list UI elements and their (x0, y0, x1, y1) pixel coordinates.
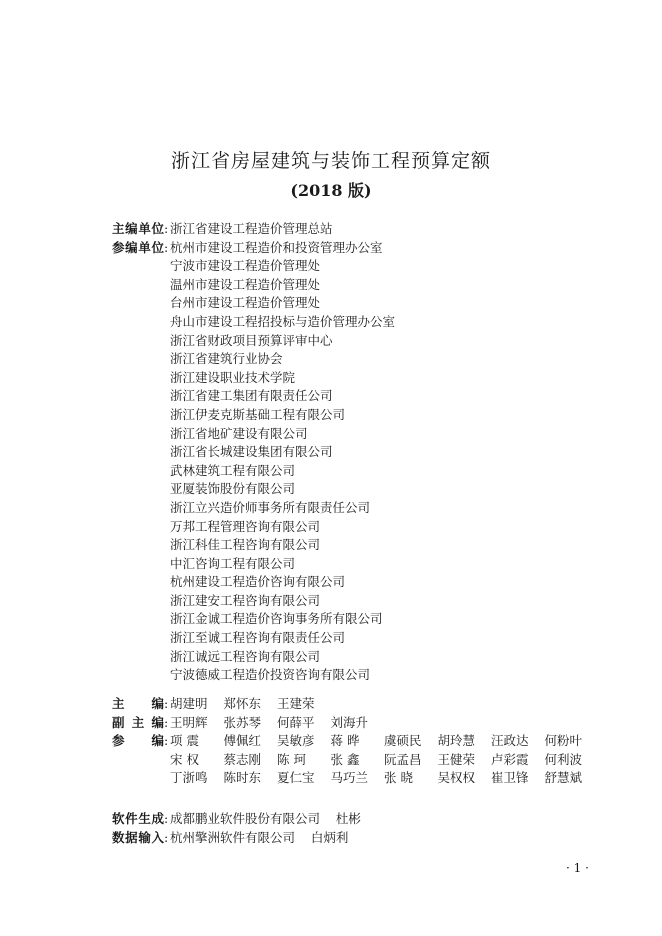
software-label: 软件生成 (112, 811, 164, 826)
unit-item: 武林建筑工程有限公司 (170, 462, 296, 478)
contributor-name: 蒋 晔 (330, 733, 360, 749)
data-input-value: 杭州擎洲软件有限公司 白炳利 (170, 829, 349, 845)
chief-unit-row: 主编单位 : 浙江省建设工程造价管理总站 (112, 220, 395, 239)
editor-name: 王明辉 (170, 714, 208, 730)
unit-item: 浙江建安工程咨询有限公司 (170, 592, 321, 608)
unit-item: 舟山市建设工程招投标与造价管理办公室 (170, 313, 396, 329)
contributor-name: 项 震 (170, 733, 199, 749)
contributor-name: 夏仁宝 (277, 770, 315, 786)
contributors-grid (170, 732, 598, 788)
unit-item: 浙江省财政项目预算评审中心 (170, 332, 333, 348)
page-number: · 1 · (566, 861, 589, 875)
participating-units-label: 参编单位 (112, 239, 164, 255)
contributor-name: 胡玲慧 (437, 733, 476, 749)
contributor-name: 陈时东 (223, 770, 262, 786)
contributors-label: 参编 (112, 733, 164, 749)
unit-item: 中汇咨询工程有限公司 (170, 555, 296, 571)
unit-item: 浙江建设职业技术学院 (170, 369, 296, 385)
unit-item: 宁波德威工程造价投资咨询有限公司 (170, 667, 371, 683)
contributor-name: 吴权权 (437, 770, 476, 786)
software-value: 成都鹏业软件股份有限公司 杜彬 (170, 811, 361, 826)
contributor-name: 何利波 (544, 751, 583, 767)
unit-item: 杭州建设工程造价咨询有限公司 (170, 574, 346, 590)
software-row: 软件生成 : 成都鹏业软件股份有限公司 杜彬 (112, 810, 361, 829)
contributor-name: 何粉叶 (544, 733, 583, 749)
contributor-name: 卢彩霞 (491, 751, 529, 767)
edition-label: (2018 版) (290, 181, 372, 200)
editor-name: 刘海升 (330, 714, 369, 730)
chief-editor-row: 主编 : 胡建明 郑怀东 王建荣 (112, 695, 598, 714)
unit-item: 浙江科佳工程咨询有限公司 (170, 537, 321, 553)
unit-item: 杭州市建设工程造价和投资管理办公室 (170, 239, 383, 255)
editor-name: 张苏琴 (223, 714, 262, 730)
unit-item: 宁波市建设工程造价管理处 (170, 258, 321, 274)
editors-section (112, 695, 598, 788)
unit-item: 浙江省长城建设集团有限公司 (170, 444, 333, 460)
contributor-name: 汪政达 (491, 733, 529, 749)
participating-units-row: 参编单位 : 杭州市建设工程造价和投资管理办公室 宁波市建设工程造价管理处 温州市建设工程造价管理处 台州市建设工程造价管理处 舟山市建设工程招投标与造价管理办公室 浙江省财政项目预算评审中心 浙江省建筑行业协会 浙江建设职业技术学院 浙江省建工集团有限责任公司 浙江伊麦克斯基础工程有限公司 浙江省地矿建设有限公司 浙江省长城建设集团有限公司 武林建筑工程有限公司 亚厦装饰股份有限公司 浙江立兴造价师事务所有限责任公司 万邦工程管理咨询有限公司 浙江科佳工程咨询有限公司 中汇咨询工程有限公司 杭州建设工程造价咨询有限公司 浙江建安工程咨询有限公司 浙江金诚工程造价咨询事务所有限公司 浙江至诚工程咨询有限责任公司 浙江诚远工程咨询有限公司 宁波德威工程造价投资咨询有限公司 (112, 239, 395, 685)
chief-unit-label: 主编单位 (112, 221, 164, 236)
unit-item: 台州市建设工程造价管理处 (170, 295, 321, 311)
contributor-name: 宋 权 (170, 751, 199, 767)
editor-name: 王建荣 (277, 696, 315, 711)
contributor-name: 虞硕民 (384, 733, 422, 749)
unit-item: 亚厦装饰股份有限公司 (170, 481, 296, 497)
data-input-label: 数据输入 (112, 829, 164, 845)
document-title: 浙江省房屋建筑与装饰工程预算定额 (170, 150, 491, 172)
contributor-name: 阮孟昌 (384, 751, 422, 767)
contributor-name: 张 鑫 (330, 751, 360, 767)
software-section (112, 810, 361, 847)
contributor-name: 傅佩红 (223, 733, 262, 749)
participating-units-list (170, 239, 395, 685)
unit-item: 浙江省建工集团有限责任公司 (170, 388, 333, 404)
data-input-row: 数据输入 : 杭州擎洲软件有限公司 白炳利 (112, 829, 361, 848)
contributor-name: 舒慧斌 (544, 770, 583, 786)
unit-item: 浙江立兴造价师事务所有限责任公司 (170, 499, 371, 515)
contributor-name: 丁浙鸣 (170, 770, 208, 786)
deputy-editor-row: 副主编 : 王明辉 张苏琴 何薛平 刘海升 (112, 714, 598, 733)
contributor-name: 陈 珂 (277, 751, 306, 767)
unit-item: 浙江省地矿建设有限公司 (170, 425, 308, 441)
unit-item: 浙江省建筑行业协会 (170, 351, 283, 367)
contributor-name: 马巧兰 (330, 770, 369, 786)
unit-item: 浙江伊麦克斯基础工程有限公司 (170, 406, 346, 422)
contributor-name: 张 晓 (384, 770, 413, 786)
unit-item: 万邦工程管理咨询有限公司 (170, 518, 321, 534)
editor-name: 何薛平 (277, 714, 315, 730)
contributor-name: 蔡志刚 (223, 751, 262, 767)
contributor-name: 崔卫锋 (491, 770, 529, 786)
unit-item: 浙江诚远工程咨询有限公司 (170, 648, 321, 664)
contributors-line (170, 751, 598, 770)
contributors-line (170, 732, 598, 751)
editor-name: 郑怀东 (223, 696, 262, 711)
unit-item: 浙江金诚工程造价咨询事务所有限公司 (170, 611, 383, 627)
unit-item: 温州市建设工程造价管理处 (170, 276, 321, 292)
chief-unit-value: 浙江省建设工程造价管理总站 (170, 221, 333, 236)
editor-name: 胡建明 (170, 696, 208, 711)
chief-editor-label: 主编 (112, 696, 164, 711)
contributor-name: 吴敏彦 (277, 733, 315, 749)
units-section (112, 220, 395, 685)
unit-item: 浙江至诚工程咨询有限责任公司 (170, 630, 346, 646)
contributors-row: 参编 : 项 震 傅佩红 吴敏彦 蒋 晔 虞硕民 胡玲慧 汪政达 何粉叶 宋 权 蔡志刚 陈 珂 张 鑫 阮孟昌 王健荣 卢彩霞 何利波 丁浙鸣 陈时东 夏仁宝 马巧兰 张 晓 吴权权 崔卫锋 舒慧斌 (112, 732, 598, 788)
contributors-line (170, 769, 598, 788)
deputy-editor-label: 副主编 (112, 714, 164, 730)
contributor-name: 王健荣 (437, 751, 476, 767)
